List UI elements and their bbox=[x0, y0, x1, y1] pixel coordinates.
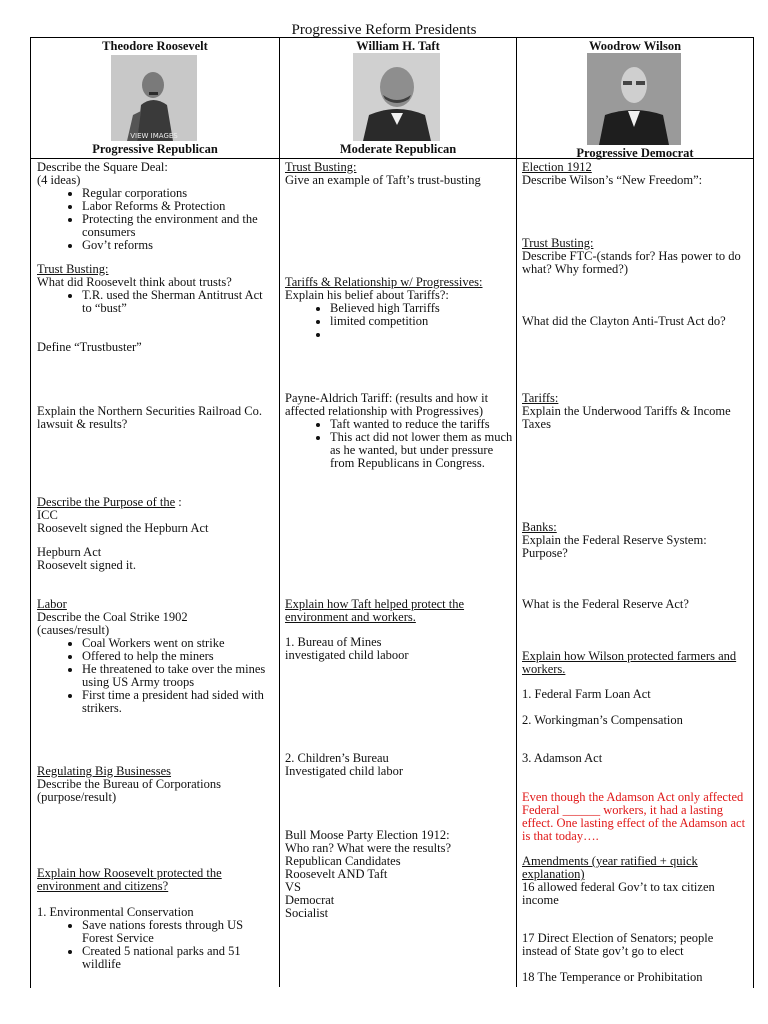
payne-list bbox=[285, 418, 513, 470]
amendment-18: 18 The Temperance or Prohibitation bbox=[522, 970, 703, 984]
candidate-line: Roosevelt AND Taft bbox=[285, 867, 388, 881]
define-trustbuster: Define “Trustbuster” bbox=[37, 340, 142, 354]
list-item: • This act did not lower them as much as he wanted, but under pressure from Republicans in Congress. bbox=[330, 431, 513, 470]
photo-watermark: VIEW IMAGES bbox=[130, 132, 178, 140]
list-item: • He threatened to take over the mines using US Army troops bbox=[82, 663, 275, 689]
header-roosevelt-party: Progressive Republican bbox=[92, 142, 218, 156]
purpose-heading-line bbox=[37, 496, 275, 509]
wilson-trust-heading: Trust Busting: bbox=[522, 236, 594, 250]
header-wilson-party: Progressive Democrat bbox=[576, 146, 694, 160]
list-item: • Save nations forests through US Forest Service bbox=[82, 919, 275, 945]
fed-act-question: What is the Federal Reserve Act? bbox=[522, 597, 689, 611]
env-heading: Explain how Roosevelt protected the environment and citizens? bbox=[37, 866, 222, 893]
list-item: • Regular corporations bbox=[82, 187, 275, 200]
underwood-question: Explain the Underwood Tariffs & Income Taxes bbox=[522, 404, 731, 431]
coal-strike-question: Describe the Coal Strike 1902 bbox=[37, 610, 188, 624]
labor-heading: Labor bbox=[37, 597, 67, 611]
hepburn-signed: Roosevelt signed the Hepburn Act bbox=[37, 521, 209, 535]
candidate-line: Socialist bbox=[285, 906, 329, 920]
taft-trust-heading: Trust Busting: bbox=[285, 160, 357, 174]
amendment-17: 17 Direct Election of Senators; people instead of State gov’t go to elect bbox=[522, 931, 714, 958]
list-item: • T.R. used the Sherman Antitrust Act to “bust” bbox=[82, 289, 275, 315]
coal-strike-list bbox=[37, 637, 275, 715]
list-item: • Labor Reforms & Protection bbox=[82, 200, 275, 213]
list-item: • Created 5 national parks and 51 wildlife bbox=[82, 945, 275, 971]
list-item bbox=[330, 328, 513, 341]
list-item: • Offered to help the miners bbox=[82, 650, 275, 663]
env-list bbox=[37, 919, 275, 971]
trust-list bbox=[37, 289, 275, 315]
square-deal-question: Describe the Square Deal: bbox=[37, 160, 168, 174]
clayton-question: What did the Clayton Anti-Trust Act do? bbox=[522, 314, 726, 328]
tariff-heading: Tariffs & Relationship w/ Progressives: bbox=[285, 275, 483, 289]
roosevelt-photo bbox=[111, 55, 197, 141]
tariffs-heading: Tariffs: bbox=[522, 391, 559, 405]
northern-securities-question: Explain the Northern Securities Railroad Co. lawsuit & results? bbox=[37, 404, 262, 431]
trust-question: What did Roosevelt think about trusts? bbox=[37, 275, 232, 289]
fed-system-question: Explain the Federal Reserve System: Purpose? bbox=[522, 533, 707, 560]
payne-aldrich-question: Payne-Aldrich Tariff: (results and how it affected relationship with Progressives) bbox=[285, 391, 489, 418]
header-roosevelt-name: Theodore Roosevelt bbox=[102, 39, 208, 53]
taft-column bbox=[285, 161, 513, 981]
amendments-heading: Amendments (year ratified + quick explanation) bbox=[522, 854, 698, 881]
candidate-line: Democrat bbox=[285, 893, 335, 907]
farm-loan-act: 1. Federal Farm Loan Act bbox=[522, 687, 651, 701]
candidate-line: Republican Candidates bbox=[285, 854, 401, 868]
tariff-list bbox=[285, 302, 513, 341]
bureau-of-mines: 1. Bureau of Mines bbox=[285, 635, 382, 649]
mines-desc: investigated child laboor bbox=[285, 648, 409, 662]
taft-trust-question: Give an example of Taft’s trust-busting bbox=[285, 173, 481, 187]
adamson-red-note: Even though the Adamson Act only affected Federal ______ workers, it had a lasting effect. One lasting effect of the Adamson act is that today…. bbox=[522, 790, 746, 843]
square-deal-sub: (4 ideas) bbox=[37, 173, 81, 187]
childrens-bureau: 2. Children’s Bureau bbox=[285, 751, 389, 765]
coal-strike-sub: (causes/result) bbox=[37, 623, 110, 637]
roosevelt-column bbox=[37, 161, 275, 981]
header-wilson-name: Woodrow Wilson bbox=[588, 39, 682, 53]
hepburn-act-label: Hepburn Act bbox=[37, 545, 102, 559]
candidate-line: VS bbox=[285, 880, 301, 894]
page-title: Progressive Reform Presidents bbox=[291, 22, 477, 38]
who-ran-question: Who ran? What were the results? bbox=[285, 841, 452, 855]
column-divider-1 bbox=[279, 37, 280, 987]
column-divider-2 bbox=[516, 37, 517, 987]
trust-busting-heading: Trust Busting: bbox=[37, 262, 109, 276]
bureau-question: Describe the Bureau of Corporations bbox=[37, 777, 221, 791]
bull-moose-heading: Bull Moose Party Election 1912: bbox=[285, 828, 450, 842]
ftc-question: Describe FTC-(stands for? Has power to do what? Why formed?) bbox=[522, 249, 741, 276]
icc-label: ICC bbox=[37, 508, 58, 522]
wilson-column bbox=[522, 160, 750, 984]
list-item: • Believed high Tarriffs bbox=[330, 302, 513, 315]
list-item: • limited competition bbox=[330, 315, 513, 328]
new-freedom-question: Describe Wilson’s “New Freedom”: bbox=[522, 173, 703, 187]
wilson-photo bbox=[587, 53, 681, 145]
list-item: • Protecting the environment and the consumers bbox=[82, 213, 275, 239]
tariff-question: Explain his belief about Tariffs?: bbox=[285, 288, 449, 302]
purpose-heading: Describe the Purpose of the bbox=[37, 495, 176, 509]
banks-heading: Banks: bbox=[522, 520, 557, 534]
square-deal-list bbox=[37, 187, 275, 252]
amendment-16: 16 allowed federal Gov’t to tax citizen income bbox=[522, 880, 715, 907]
roosevelt-signed-it: Roosevelt signed it. bbox=[37, 558, 136, 572]
list-item: • Coal Workers went on strike bbox=[82, 637, 275, 650]
adamson-act: 3. Adamson Act bbox=[522, 751, 603, 765]
env-conservation: 1. Environmental Conservation bbox=[37, 905, 194, 919]
taft-photo bbox=[353, 53, 440, 141]
header-taft-party: Moderate Republican bbox=[339, 142, 457, 156]
header-taft-name: William H. Taft bbox=[356, 39, 440, 53]
regulating-heading: Regulating Big Businesses bbox=[37, 764, 172, 778]
list-item: • First time a president had sided with strikers. bbox=[82, 689, 275, 715]
workingmans-comp: 2. Workingman’s Compensation bbox=[522, 713, 683, 727]
election-heading: Election 1912 bbox=[522, 160, 592, 174]
bureau-sub: (purpose/result) bbox=[37, 790, 117, 804]
list-item: • Taft wanted to reduce the tariffs bbox=[330, 418, 513, 431]
purpose-heading-colon: : bbox=[175, 495, 182, 509]
farm-heading: Explain how Wilson protected farmers and workers. bbox=[522, 649, 737, 676]
list-item: • Gov’t reforms bbox=[82, 239, 275, 252]
taft-env-heading: Explain how Taft helped protect the environment and workers. bbox=[285, 597, 465, 624]
childrens-desc: Investigated child labor bbox=[285, 764, 404, 778]
